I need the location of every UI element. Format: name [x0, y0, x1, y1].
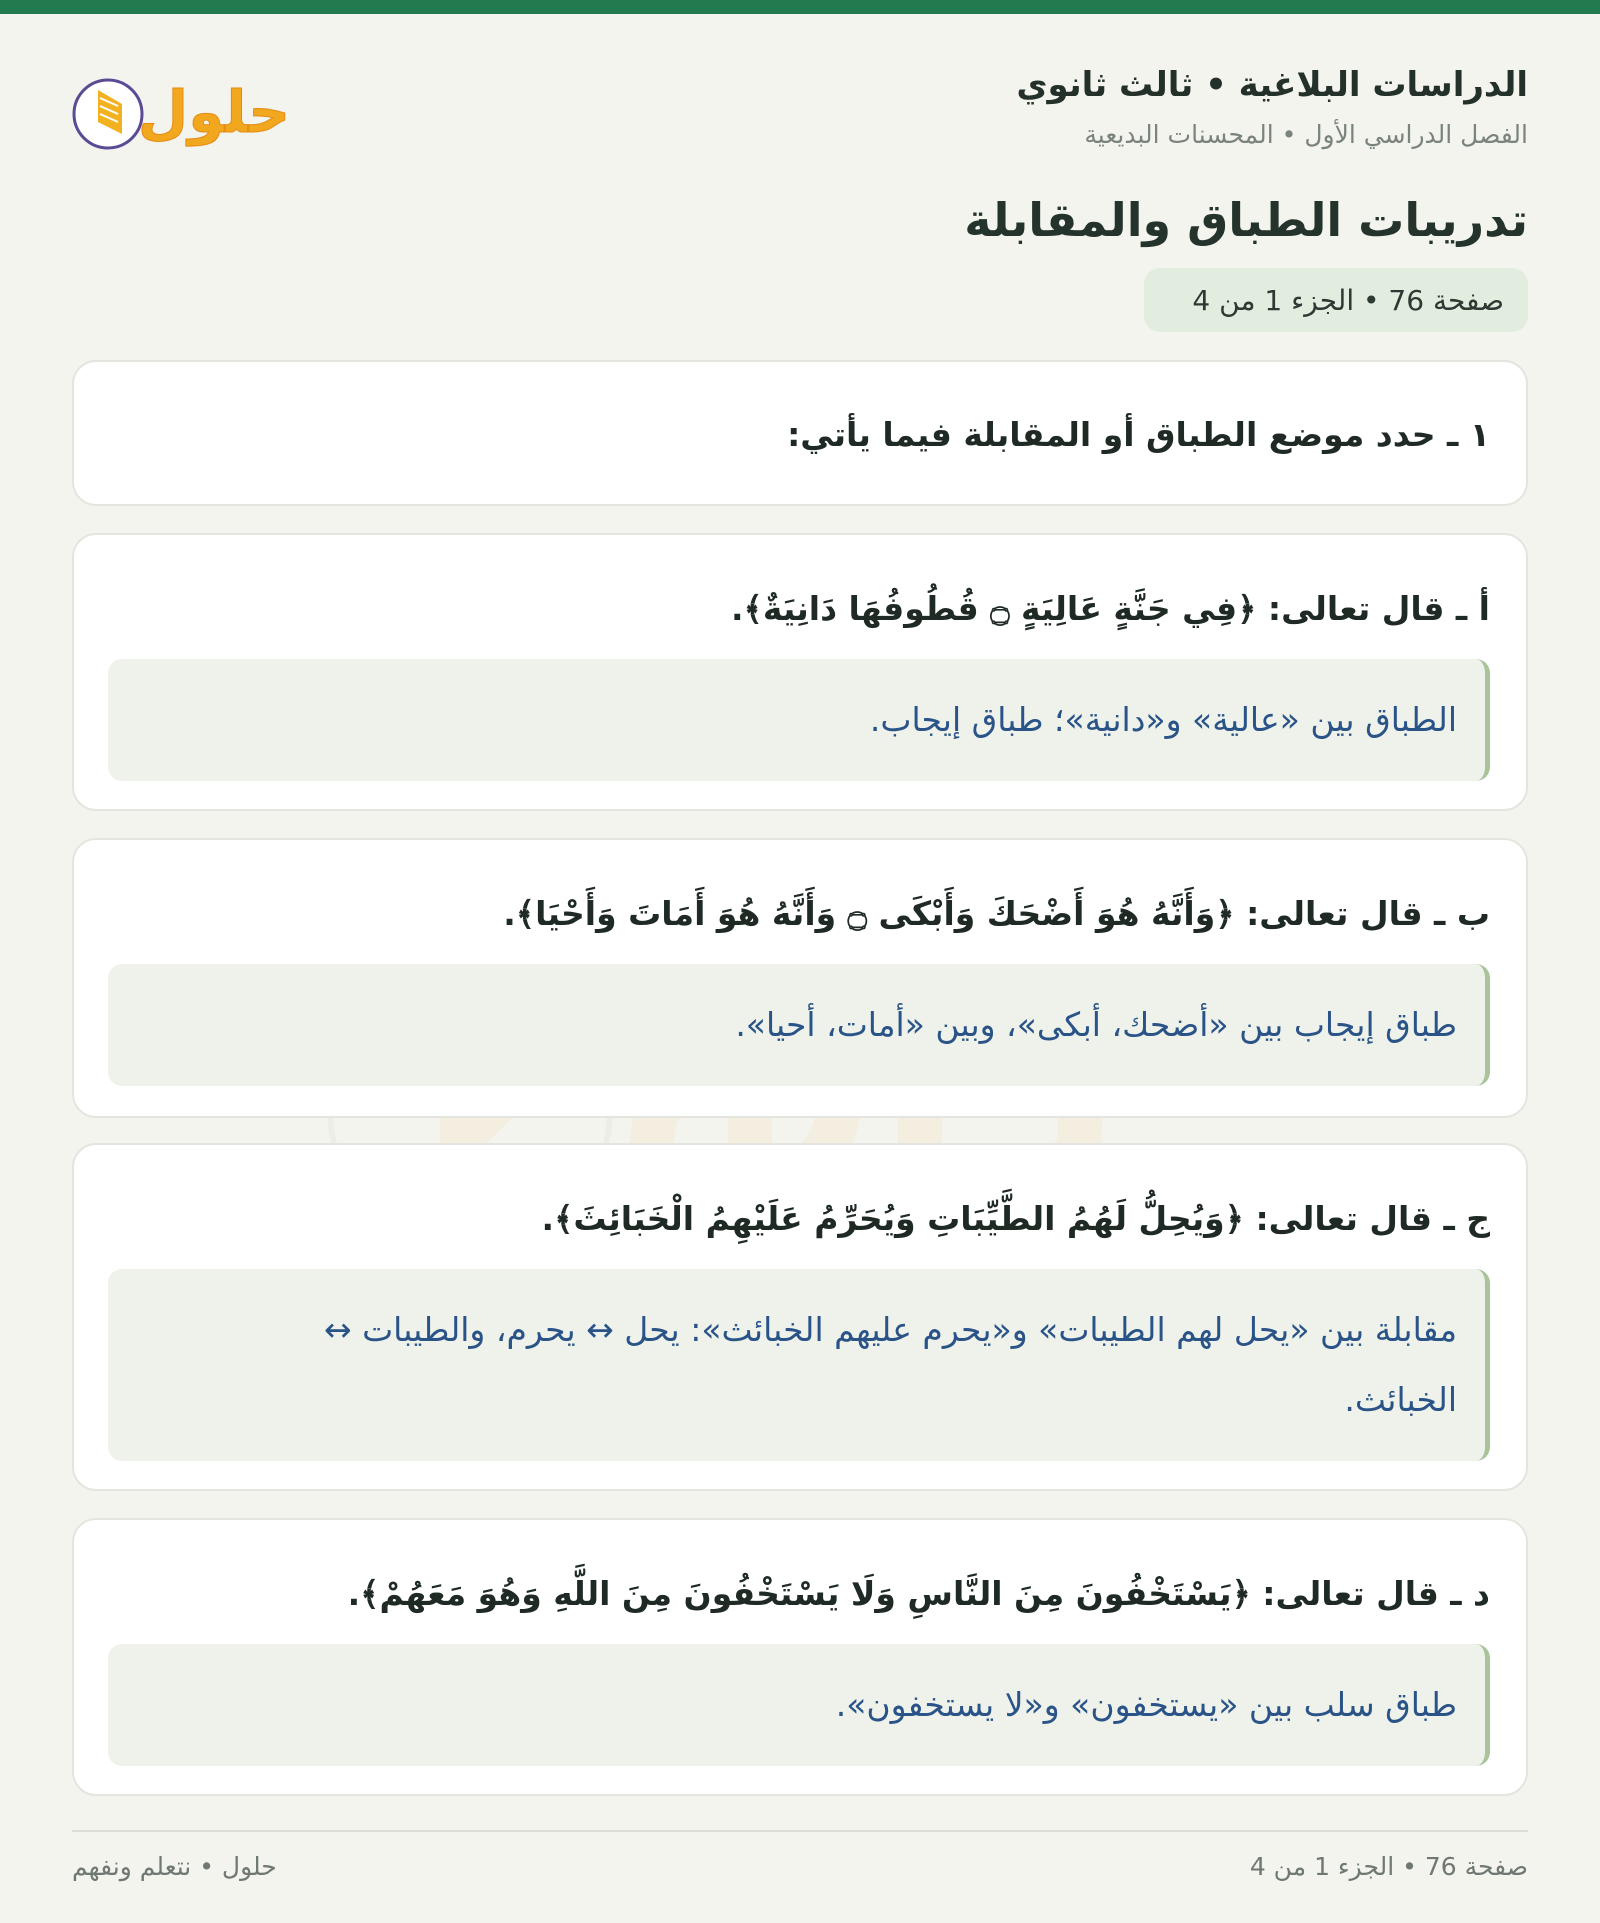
question-card-a [72, 533, 1528, 811]
footer-divider [72, 1830, 1528, 1832]
hulool-logo[interactable] [72, 62, 292, 162]
question-card-c [72, 1143, 1528, 1491]
answer-text: طباق إيجاب بين «أضحك، أبكى»، وبين «أمات، أحيا». [735, 1005, 1457, 1044]
answer-text: الطباق بين «عالية» و«دانية»؛ طباق إيجاب. [869, 700, 1457, 739]
answer-box [108, 1644, 1490, 1766]
top-accent-bar [0, 0, 1600, 14]
question-card-d [72, 1518, 1528, 1796]
footer-brand: حلول • نتعلم ونفهم [72, 1852, 277, 1881]
answer-box [108, 964, 1490, 1086]
page-title: تدريبات الطباق والمقابلة [964, 193, 1528, 247]
question-prompt: ج ـ قال تعالى: ﴿وَيُحِلُّ لَهُمُ الطَّيِّبَاتِ وَيُحَرِّمُ عَلَيْهِمُ الْخَبَائِثَ﴾. [541, 1199, 1490, 1238]
question-prompt: د ـ قال تعالى: ﴿يَسْتَخْفُونَ مِنَ النَّاسِ وَلَا يَسْتَخْفُونَ مِنَ اللَّهِ وَهُوَ مَعَهُمْ﴾. [347, 1574, 1490, 1613]
book-icon [74, 80, 142, 148]
page-badge-text: صفحة 76 • الجزء 1 من 4 [1192, 283, 1504, 317]
answer-text: طباق سلب بين «يستخفون» و«لا يستخفون». [835, 1685, 1457, 1724]
page-header [72, 62, 1528, 162]
footer-page-info: صفحة 76 • الجزء 1 من 4 [1249, 1852, 1528, 1881]
question-card-b [72, 838, 1528, 1118]
instruction-card [72, 360, 1528, 506]
subject-title: الدراسات البلاغية • ثالث ثانوي [1016, 65, 1528, 105]
question-prompt: أ ـ قال تعالى: ﴿فِي جَنَّةٍ عَالِيَةٍ ۝ قُطُوفُهَا دَانِيَةٌ﴾. [731, 589, 1490, 628]
question-prompt: ب ـ قال تعالى: ﴿وَأَنَّهُ هُوَ أَضْحَكَ وَأَبْكَى ۝ وَأَنَّهُ هُوَ أَمَاتَ وَأَحْيَا﴾. [503, 894, 1490, 933]
header-text-block [1016, 62, 1528, 152]
answer-text-line-2: الخبائث. [1344, 1380, 1457, 1419]
answer-box [108, 1269, 1490, 1461]
answer-text-line-1: مقابلة بين «يحل لهم الطيبات» و«يحرم عليهم الخبائث»: يحل ↔ يحرم، والطيبات ↔ [323, 1310, 1457, 1349]
logo-wordmark: حلول [137, 78, 291, 146]
answer-box [108, 659, 1490, 781]
page-badge [1144, 268, 1528, 332]
instruction-text: ١ ـ حدد موضع الطباق أو المقابلة فيما يأتي: [787, 415, 1490, 454]
term-subtitle: الفصل الدراسي الأول • المحسنات البديعية [1084, 120, 1528, 149]
